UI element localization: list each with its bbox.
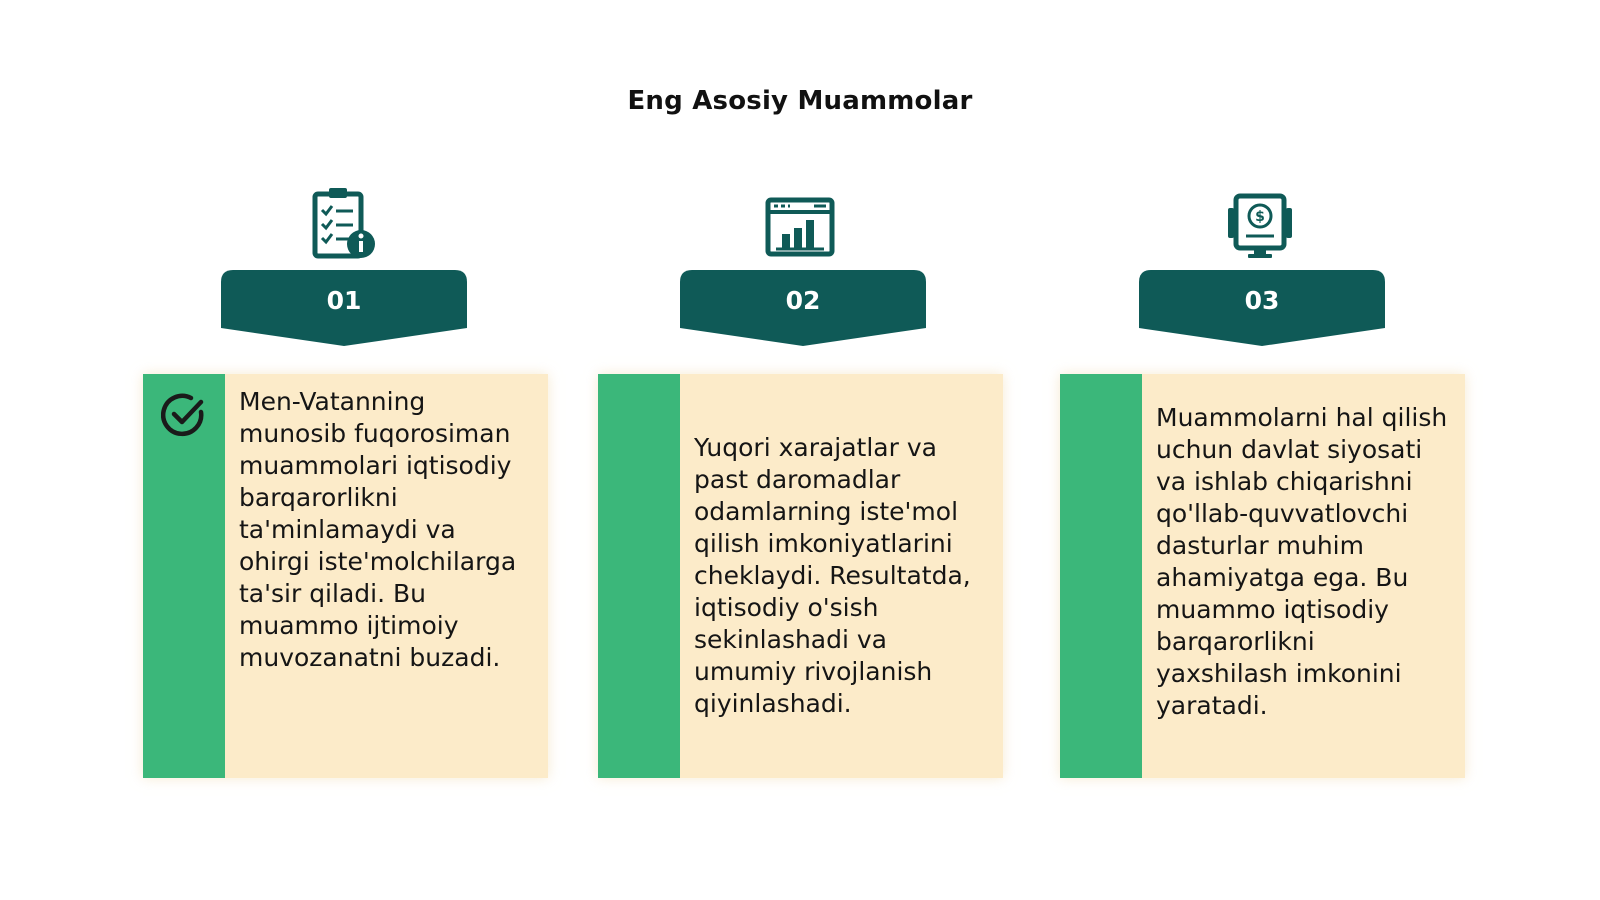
svg-text:$: $ [1255,209,1265,225]
problem-card-2 [598,374,1003,778]
step-badge-03 [1139,270,1385,350]
problem-card-1 [143,374,548,778]
step-number: 03 [1244,286,1280,315]
clipboard-checklist-info-icon [305,184,385,264]
step-number: 02 [785,286,821,315]
card-stripe [1060,374,1142,778]
page-title: Eng Asosiy Muammolar [627,86,973,116]
step-badge-01 [221,270,467,350]
step-number: 01 [326,286,362,315]
card-text: Men-Vatanning munosib fuqorosiman muammolari iqtisodiy barqarorlikni ta'minlamaydi va ohirgi iste'molchilarga ta'sir qiladi. Bu muammo ijtimoiy muvozanatni buzadi. [239,387,517,672]
card-text: Muammolarni hal qilish uchun davlat siyosati va ishlab chiqarishni qo'llab-quvvatlovchi dasturlar muhim ahamiyatga ega. Bu muammo iqtisodiy barqarorlikni yaxshilash imkonini yaratadi. [1156,403,1448,720]
bar-chart-window-icon [760,188,840,268]
card-stripe [598,374,680,778]
problem-card-3 [1060,374,1465,778]
money-monitor-icon [1220,186,1300,266]
card-stripe [143,374,225,778]
step-badge-02 [680,270,926,350]
card-text: Yuqori xarajatlar va past daromadlar odamlarning iste'mol qilish imkoniyatlarini cheklaydi. Resultatda, iqtisodiy o'sish sekinlashadi va umumiy rivojlanish qiyinlashadi. [694,433,971,718]
check-circle-icon [161,392,207,438]
